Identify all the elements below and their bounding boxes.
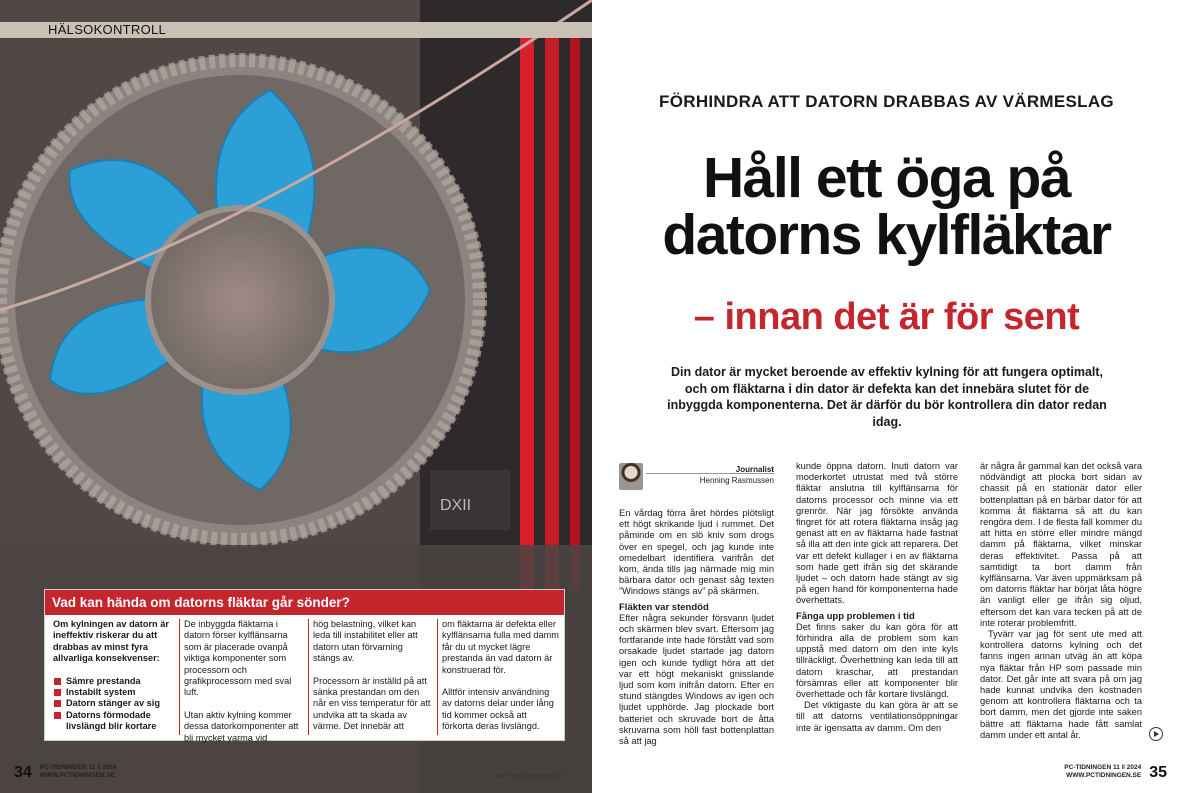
paragraph: är några år gammal kan det också vara nödvändigt att plocka bort sidan av chassit på en stationär dator eller bottenplattan på en bärbar dator för att komma åt fläktarna så att du kan rengöra dem. I de flesta fall kommer du att hitta en större eller mindre mängd damm på fläktarna, vilket minskar deras effektivitet. Passa på att samtidigt ta bort damm från kylflänsarna. Var även uppmärksam på om datorns fläktar har börjat låta högre än vanligt eller ge ifrån sig oljud, eftersom det kan vara tecken på att de inte roterar problemfritt. — [980, 461, 1142, 628]
sidebar-column-2 — [184, 619, 304, 755]
headline-line: datorns kylfläktar — [662, 203, 1111, 267]
list-item: Sämre prestanda — [53, 676, 181, 687]
photo-credit: Bild: mekeni/Shutterstock.com — [496, 773, 564, 779]
sidebar-column-3 — [313, 619, 431, 744]
headline-line: Håll ett öga på — [702, 146, 1071, 210]
lede: Din dator är mycket beroende av effektiv kylning för att fungera optimalt, och om fläktarna i din dator är defekta kan det innebära slutet för de inbyggda komponenterna. Det är därför du bör kontrollera din dator redan idag. — [667, 365, 1107, 429]
list-item: Datorn stänger av sig — [53, 698, 181, 709]
magazine-issue: PC-TIDNINGEN 11 ‖ 2024 — [39, 764, 117, 771]
paragraph: Efter några sekunder försvann ljudet och skärmen blev svart. Eftersom jag fortfarande inte hade förstått vad som orsakade ljudet startade jag datorn igen och kunde tydligt höra att det var ett högt mekaniskt gnisslande ljud som kom inifrån datorn. Efter en stund stängdes Windows av igen och ljudet upphörde. Jag plockade bort batteriet och skruvade bort de åtta skruvarna som höll fast bottenplattan så att jag — [619, 612, 774, 747]
page-number: 35 — [1149, 764, 1167, 781]
magazine-url[interactable]: WWW.PCTIDNINGEN.SE — [39, 772, 115, 779]
article-column-1 — [619, 508, 774, 747]
paragraph: om fläktarna är defekta eller kylflänsarna fulla med damm får du ut mycket lägre prestanda än vad datorn är konstruerad för. — [442, 619, 559, 675]
divider — [308, 619, 309, 735]
avatar — [619, 463, 643, 490]
folio-text — [40, 764, 117, 780]
paragraph: En vårdag förra året hördes plötsligt ett högt skrikande ljud i rummet. Det påminde om en slö kniv som drogs över en spegel, och jag kunde inte omedelbart identifiera varifrån det kom, ända tills jag närmade mig min bärbara dator och genast såg texten ”Windows stängs av” på skärmen. — [619, 508, 774, 597]
paragraph: Det viktigaste du kan göra är att se till att datorns ventilationsöppningar inte är igensatta av damm. Om den — [796, 700, 958, 733]
byline — [619, 463, 774, 493]
sidebar-column-4 — [442, 619, 560, 744]
byline-role: Journalist — [735, 465, 774, 474]
right-page — [592, 0, 1181, 793]
kicker: FÖRHINDRA ATT DATORN DRABBAS AV VÄRMESLAG — [659, 92, 1114, 111]
paragraph: Det finns saker du kan göra för att förhindra alla de problem som kan uppstå med datorn om den inte kyls tillräckligt. Överhettning kan leda till att datorn kraschar, att prestandan försämras eller att komponenter blir överhettade och får kortare livslängd. — [796, 621, 958, 700]
paragraph: Utan aktiv kylning kommer dessa datorkomponenter att bli mycket varma vid — [184, 709, 299, 743]
paragraph: De inbyggda fläktarna i datorn förser kylflänsarna som är placerade ovanpå viktiga komponenter som processorn och grafikprocessorn med sval luft. — [184, 619, 292, 698]
magazine-issue: PC-TIDNINGEN 11 ‖ 2024 — [1064, 764, 1142, 771]
byline-name: Henning Rasmussen — [699, 476, 774, 485]
headline — [592, 146, 1181, 267]
article-column-3 — [980, 461, 1142, 741]
svg-text:DXII: DXII — [440, 497, 472, 514]
consequence-list — [53, 676, 181, 733]
subheadline: – innan det är för sent — [693, 296, 1080, 338]
paragraph: Alltför intensiv användning av datorns delar under lång tid kommer också att förkorta deras livslängd. — [442, 687, 554, 732]
folio-text — [1064, 764, 1141, 780]
sidebar-intro: Om kylningen av datorn är ineffektiv riskerar du att drabbas av minst fyra allvarliga konsekvenser: — [53, 619, 169, 664]
sidebar-title: Vad kan hända om datorns fläktar går sönder? — [45, 590, 564, 615]
divider — [179, 619, 180, 735]
paragraph: kunde öppna datorn. Inuti datorn var moderkortet utrustat med två större fläktar anslutna till kylflänsarna för datorns processor och minne via ett grenrör. När jag försökte använda fingret för att rotera fläktarna insåg jag genast att en av fläktarna hade fastnat så illa att den inte gick att reparera. Det var ett defekt kullager i en av fläktarna som hade gett ifrån sig det skärande ljudet – och datorn hade stängt av sig på egen hand för komponenterna hade överhettats. — [796, 461, 958, 606]
section-label: HÄLSOKONTROLL — [44, 22, 170, 38]
magazine-url[interactable]: WWW.PCTIDNINGEN.SE — [1066, 772, 1142, 779]
sidebar-box — [44, 589, 565, 741]
next-page-icon[interactable] — [1149, 727, 1163, 741]
divider — [437, 619, 438, 735]
list-item: Instabilt system — [53, 687, 181, 698]
left-folio — [14, 764, 117, 782]
paragraph: hög belastning, vilket kan leda till instabilitet eller att datorn utan förvarning stängs av. — [313, 619, 418, 664]
sidebar-column-1 — [53, 619, 181, 733]
right-folio — [1064, 764, 1167, 782]
page-number: 34 — [14, 764, 32, 781]
subheading: Fånga upp problemen i tid — [796, 610, 915, 622]
list-item: Datorns förmodade livslängd blir kortare — [53, 710, 181, 733]
subheading: Fläkten var stendöd — [619, 601, 709, 613]
article-column-2 — [796, 461, 958, 734]
paragraph: Tyvärr var jag för sent ute med att kontrollera datorns kylning och det fanns ingen annan utväg än att köpa nya fläktar från HP som passade min dator. Det går inte att svara på om jag hade kunnat undvika den kostnaden genom att kontrollera fläktarna och ta bort damm, men det gjorde inte saken bättre att fläktarna hade fått samlat damm under ett antal år. — [980, 629, 1142, 740]
paragraph: Processorn är inställd på att sänka prestandan om den når en viss temperatur för att undvika att ta skada av värme. Det innebär att — [313, 675, 431, 732]
